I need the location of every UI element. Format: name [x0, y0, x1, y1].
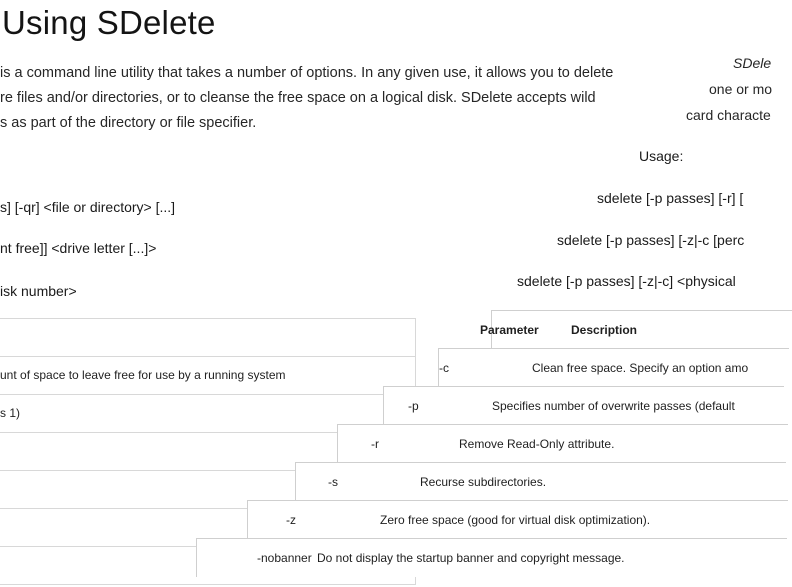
table-header-row [480, 310, 792, 349]
usage-line: isk number> [0, 283, 77, 299]
table-row [438, 348, 789, 387]
usage-syntax: sdelete [-p passes] [-z|-c] <physical [517, 273, 736, 289]
table-row [337, 424, 788, 463]
intro-line: is a command line utility that takes a number of options. In any given use, it allows you to delete [0, 65, 614, 81]
parameter-cell: -r [371, 437, 379, 451]
intro-line: re files and/or directories, or to cleanse the free space on a logical disk. SDelete accepts wild [0, 90, 596, 106]
usage-line: s] [-qr] <file or directory> [...] [0, 199, 176, 215]
table-row: s 1) [0, 394, 416, 432]
page-title: Using SDelete [2, 4, 216, 41]
parameter-cell: -p [408, 399, 419, 413]
description-cell: Recurse subdirectories. [420, 475, 547, 489]
parameter-cell: -z [286, 513, 296, 527]
intro-fragment: SDele [733, 55, 772, 71]
table-row [295, 462, 786, 501]
intro-fragment: card characte [686, 107, 771, 123]
usage-syntax: sdelete [-p passes] [-r] [ [597, 190, 744, 206]
parameter-cell: -s [328, 475, 338, 489]
table-row [196, 538, 787, 577]
description-cell: Zero free space (good for virtual disk optimization). [380, 513, 651, 527]
intro-fragment: one or mo [709, 81, 773, 97]
usage-line: nt free]] <drive letter [...]> [0, 240, 157, 256]
intro-line: s as part of the directory or file specifier. [0, 115, 257, 131]
description-cell: Do not display the startup banner and copyright message. [317, 551, 625, 565]
description-column-header: Description [571, 323, 638, 337]
description-cell: Remove Read-Only attribute. [459, 437, 615, 451]
parameter-column-header: Parameter [480, 323, 539, 337]
usage-heading: Usage: [639, 148, 684, 164]
table-row: unt of space to leave free for use by a running system [0, 356, 416, 394]
description-cell: Clean free space. Specify an option amo [532, 361, 749, 375]
table-row [247, 500, 788, 539]
usage-syntax: sdelete [-p passes] [-z|-c [perc [557, 232, 745, 248]
description-cell: Specifies number of overwrite passes (default [492, 399, 735, 413]
table-row [383, 386, 784, 425]
parameter-cell: -nobanner [257, 551, 312, 565]
parameter-cell: -c [439, 361, 449, 375]
